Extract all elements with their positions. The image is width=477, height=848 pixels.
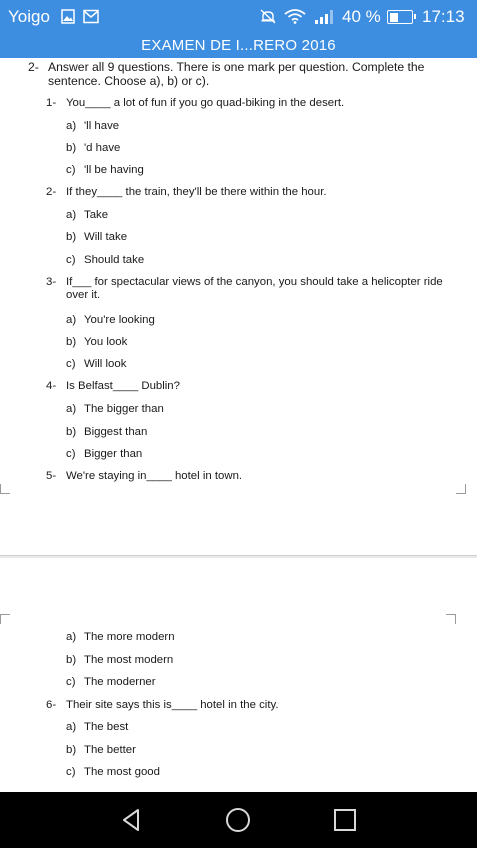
option-text: Take xyxy=(84,209,109,221)
option-letter: a) xyxy=(66,631,77,643)
option-text: The most good xyxy=(84,766,160,778)
question-number: 1- xyxy=(46,97,57,109)
recents-icon[interactable] xyxy=(331,806,359,834)
question-text: If___ for spectacular views of the canyon, you should take a helicopter ride over it. xyxy=(66,276,443,301)
question-text: Their site says this is____ hotel in the city. xyxy=(66,699,279,711)
option-letter: b) xyxy=(66,426,77,438)
option-text: You're looking xyxy=(84,314,155,326)
option-text: The most modern xyxy=(84,654,174,666)
option-text: Will take xyxy=(84,231,128,243)
battery-level-fill xyxy=(390,13,398,22)
battery-percent: 40 % xyxy=(342,7,381,26)
document-page-2[interactable] xyxy=(0,558,477,792)
option-text: Should take xyxy=(84,254,145,266)
question-number: 2- xyxy=(46,186,57,198)
crop-mark xyxy=(0,484,10,494)
question-number: 6- xyxy=(46,699,57,711)
option-letter: a) xyxy=(66,721,77,733)
home-icon[interactable] xyxy=(224,806,252,834)
signal-icon xyxy=(314,9,336,24)
mail-icon xyxy=(83,9,99,24)
option-text: The more modern xyxy=(84,631,175,643)
option-letter: a) xyxy=(66,314,77,326)
document-page-1[interactable] xyxy=(0,58,477,555)
document-title: EXAMEN DE I...RERO 2016 xyxy=(0,34,477,58)
option-letter: c) xyxy=(66,164,76,176)
option-letter: c) xyxy=(66,448,76,460)
option-letter: a) xyxy=(66,403,77,415)
question-number: 3- xyxy=(46,276,57,288)
option-letter: b) xyxy=(66,654,77,666)
option-text: Biggest than xyxy=(84,426,148,438)
clock: 17:13 xyxy=(422,7,465,26)
carrier-name: Yoigo xyxy=(8,7,50,26)
option-letter: c) xyxy=(66,676,76,688)
option-text: The better xyxy=(84,744,136,756)
option-letter: c) xyxy=(66,766,76,778)
question-number: 5- xyxy=(46,470,57,482)
section-number: 2- xyxy=(28,60,39,74)
section-text: Answer all 9 questions. There is one mark per question. Complete the sentence. Choose a), b) or c). xyxy=(48,60,425,88)
question-text: Is Belfast____ Dublin? xyxy=(66,380,180,392)
crop-mark xyxy=(456,484,466,494)
option-letter: a) xyxy=(66,120,77,132)
mute-icon xyxy=(259,9,277,24)
option-text: The bigger than xyxy=(84,403,164,415)
question-text: If they____ the train, they'll be there within the hour. xyxy=(66,186,327,198)
option-text: The moderner xyxy=(84,676,156,688)
battery-icon xyxy=(387,10,413,24)
option-letter: c) xyxy=(66,358,76,370)
question-number: 4- xyxy=(46,380,57,392)
option-letter: b) xyxy=(66,744,77,756)
option-text: Will look xyxy=(84,358,127,370)
crop-mark xyxy=(0,614,10,624)
crop-mark xyxy=(446,614,456,624)
wifi-icon xyxy=(284,9,306,24)
option-letter: b) xyxy=(66,142,77,154)
image-notification-icon xyxy=(61,9,75,24)
option-letter: a) xyxy=(66,209,77,221)
option-text: The best xyxy=(84,721,129,733)
option-text: Bigger than xyxy=(84,448,143,460)
option-letter: b) xyxy=(66,336,77,348)
option-text: 'll have xyxy=(84,120,120,132)
option-text: You look xyxy=(84,336,128,348)
option-text: 'd have xyxy=(84,142,121,154)
option-text: 'll be having xyxy=(84,164,144,176)
option-letter: c) xyxy=(66,254,76,266)
question-text: You____ a lot of fun if you go quad-biking in the desert. xyxy=(66,97,345,109)
question-text: We're staying in____ hotel in town. xyxy=(66,470,243,482)
back-icon[interactable] xyxy=(118,806,146,834)
navigation-bar xyxy=(0,792,477,848)
status-bar xyxy=(0,0,477,34)
option-letter: b) xyxy=(66,231,77,243)
